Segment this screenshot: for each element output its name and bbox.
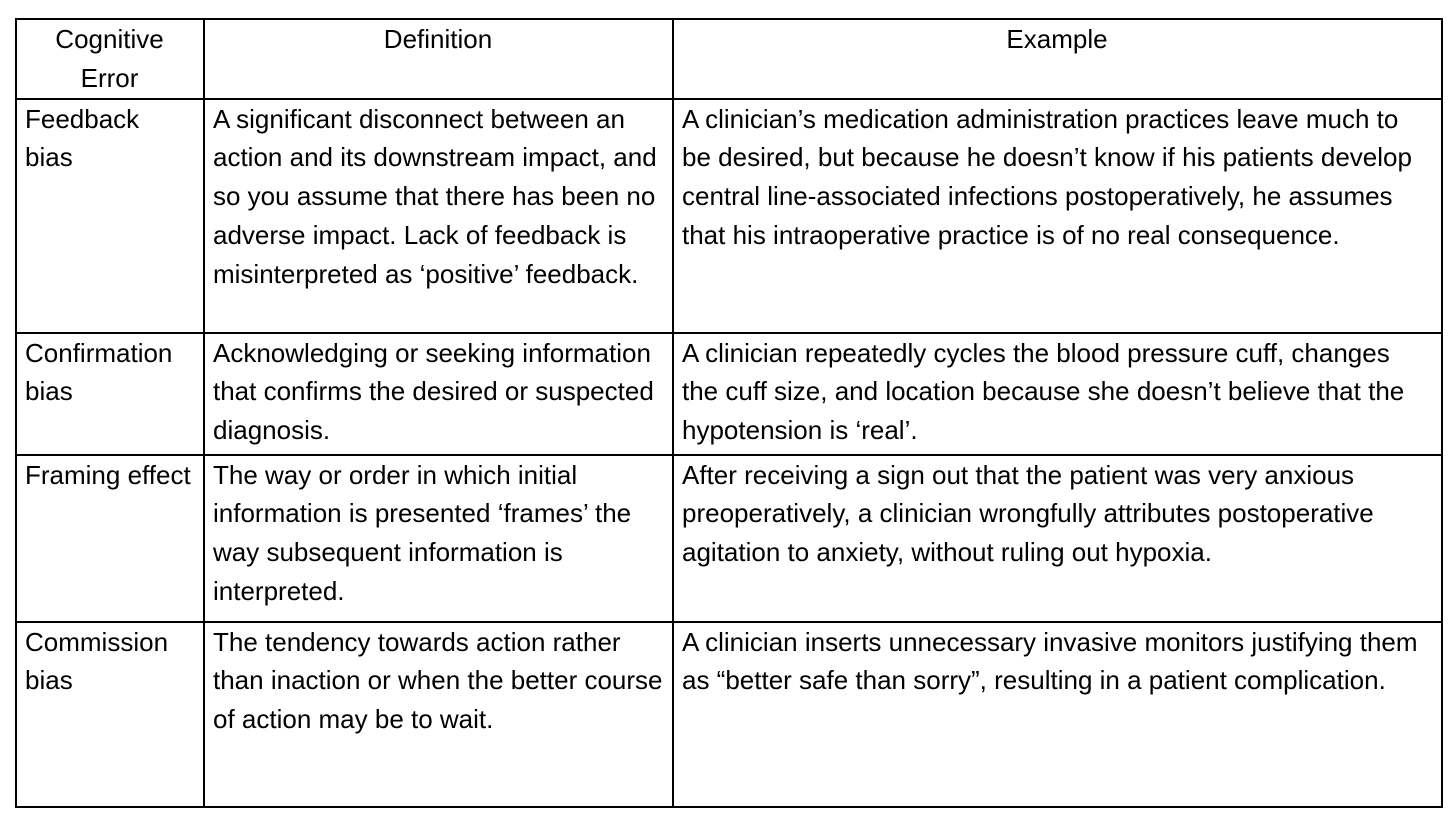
header-cognitive-error: Cognitive Error <box>16 19 204 99</box>
cognitive-error-table <box>15 18 1443 808</box>
cell-error-commission-bias: Commission bias <box>16 622 204 807</box>
table-row <box>16 622 1442 807</box>
cell-example-commission-bias: A clinician inserts unnecessary invasive monitors justifying them as “better safe than sorry”, resulting in a patient complication. <box>673 622 1442 807</box>
cell-error-confirmation-bias: Confirmation bias <box>16 333 204 455</box>
header-row <box>16 19 1442 99</box>
cell-example-confirmation-bias: A clinician repeatedly cycles the blood pressure cuff, changes the cuff size, and location because she doesn’t believe that the hypotension is ‘real’. <box>673 333 1442 455</box>
cell-definition-feedback-bias: A significant disconnect between an action and its downstream impact, and so you assume that there has been no adverse impact. Lack of feedback is misinterpreted as ‘positive’ feedback. <box>204 99 673 333</box>
cell-error-feedback-bias: Feedback bias <box>16 99 204 333</box>
cell-definition-confirmation-bias: Acknowledging or seeking information that confirms the desired or suspected diagnosis. <box>204 333 673 455</box>
table-row <box>16 333 1442 455</box>
cell-definition-framing-effect: The way or order in which initial information is presented ‘frames’ the way subsequent information is interpreted. <box>204 455 673 622</box>
header-definition: Definition <box>204 19 673 99</box>
cell-definition-commission-bias: The tendency towards action rather than inaction or when the better course of action may be to wait. <box>204 622 673 807</box>
table-row <box>16 99 1442 333</box>
cell-error-framing-effect: Framing effect <box>16 455 204 622</box>
cell-example-framing-effect: After receiving a sign out that the patient was very anxious preoperatively, a clinician wrongfully attributes postoperative agitation to anxiety, without ruling out hypoxia. <box>673 455 1442 622</box>
table-row <box>16 455 1442 622</box>
header-example: Example <box>673 19 1442 99</box>
cell-example-feedback-bias: A clinician’s medication administration practices leave much to be desired, but because he doesn’t know if his patients develop central line-associated infections postoperatively, he assumes that his intraoperative practice is of no real consequence. <box>673 99 1442 333</box>
